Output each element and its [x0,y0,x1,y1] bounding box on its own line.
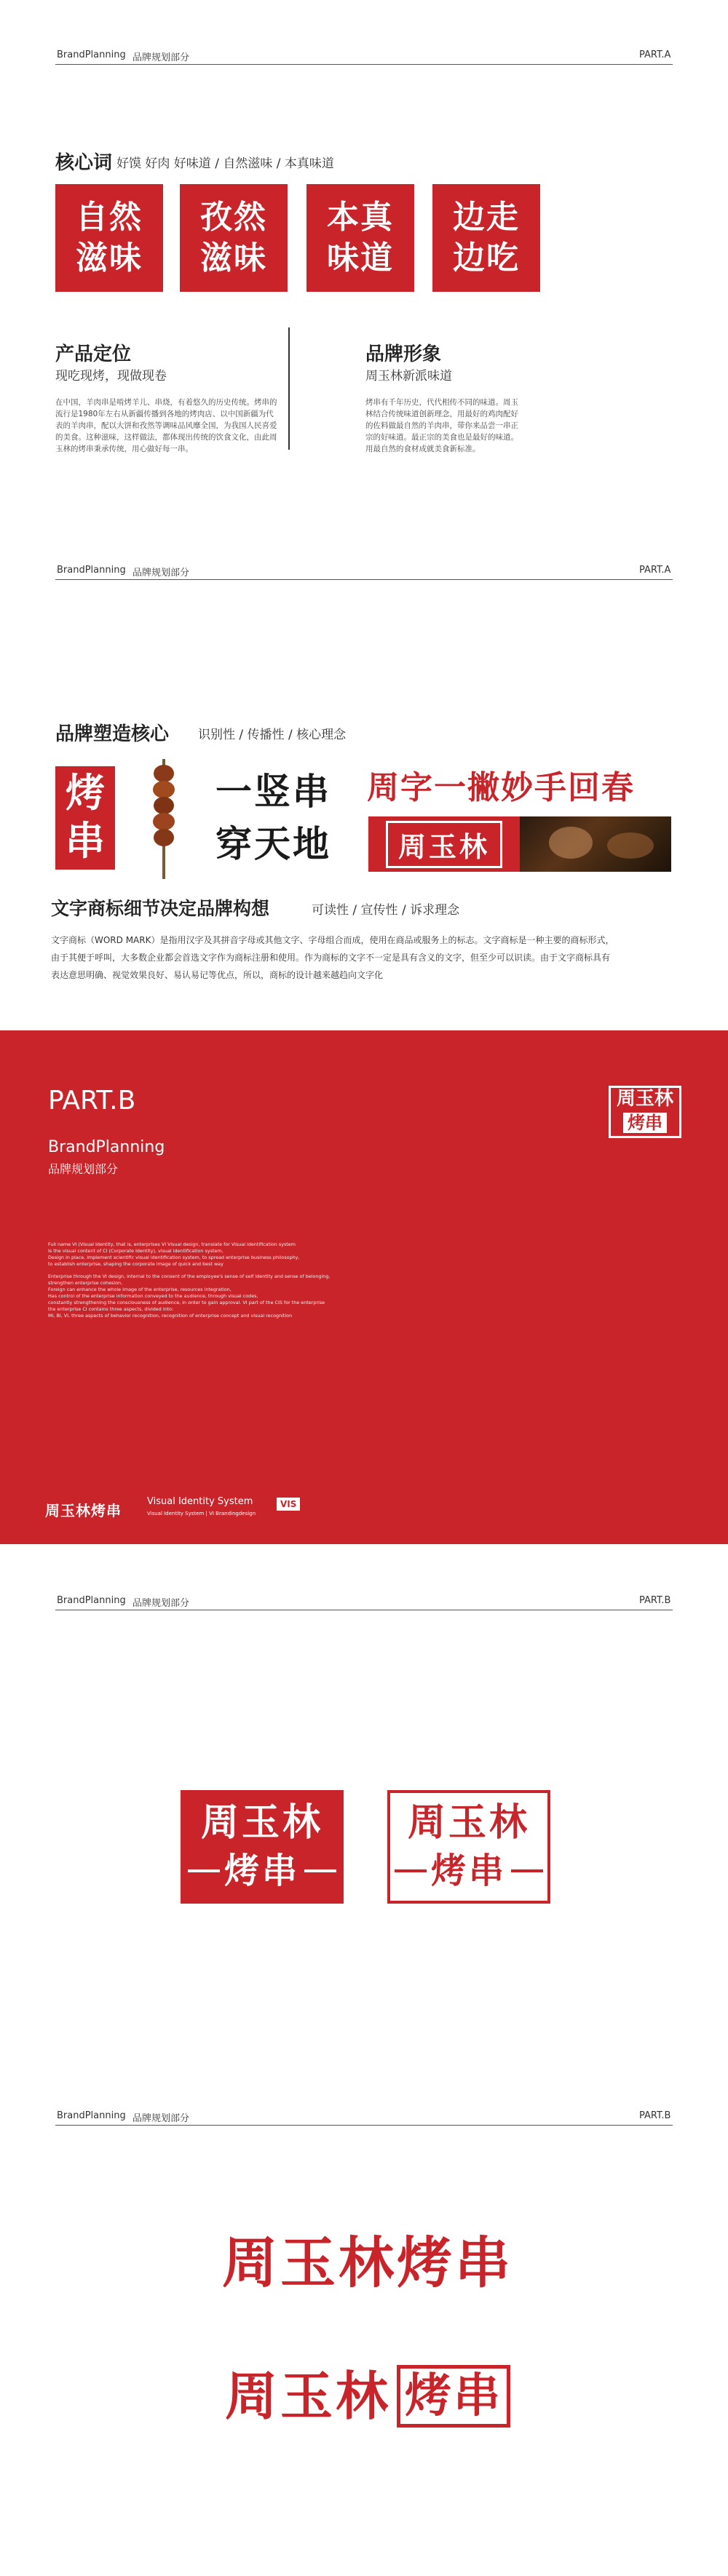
wordmark-wide: 周玉林烤串 [222,2230,513,2295]
positioning-body: 在中国，羊肉串是啃烤羊儿、串烧，有着悠久的历史传统。烤串的流行是1980年左右从新疆传播到各地的烤肉店、以中国新疆为代表的羊肉串，配以大饼和孜然等调味品风靡全国，为我国人民喜爱的美食。这种滋味，这样做法，都体现出传统的饮食文化，由此周玉林的烤串秉承传统，用心做好每一串。 [55,398,277,453]
kaochuan-char: 烤 [66,770,105,816]
header-brand: BrandPlanning [57,2110,126,2121]
logo-solid-line2: 烤串 [223,1850,300,1891]
partb-banner [0,1030,728,1544]
positioning-subtitle: 现吃现烤，现做现卷 [55,369,167,383]
partb-brand: BrandPlanning [48,1138,165,1156]
keyword-box [432,184,540,292]
vis-badge: VIS [277,1498,300,1511]
header-dept: 品牌规划部分 [132,2113,190,2124]
vis-subtitle: Visual Identity System | VI Brandingdesign [147,1511,256,1516]
header-part: PART.A [639,49,671,60]
partb-line: Enterprise through the VI design, internal to the consent of the employee's sense of self identity and sense of belonging, [48,1273,331,1279]
image-subtitle: 周玉林新派味道 [365,369,452,383]
header-rule [55,579,673,580]
header-rule [55,2125,673,2126]
vis-mark: 周玉林烤串 [45,1502,122,1519]
column-divider [288,327,290,450]
header-part: PART.A [639,565,671,576]
wordmark-wide-boxed [211,2365,524,2428]
partb-line: strengthen enterprise cohesion, [48,1280,123,1286]
header-brand: BrandPlanning [57,1595,126,1606]
keywords-title: 核心词 [55,152,113,174]
core-logo-text: 周玉林 [386,821,502,868]
wordmark-line: 由于其便于呼叫，大多数企业都会首选文字作为商标注册和使用。作为商标的文字不一定是具有含义的文字，但至少可以识读。由于文字商标具有 [51,953,611,963]
partb-line: constantly strengthening the consciousness of audience, in order to gain approval. VI part of the CIS for the enterprise [48,1300,325,1305]
skewer-image [138,759,189,879]
core-title: 品牌塑造核心 [55,723,170,745]
wordmark-subtitle: 可读性 / 宣传性 / 诉求理念 [312,903,460,918]
logo-outline [387,1790,550,1904]
keyword-line: 自然 [76,199,143,236]
partb-line: Design in place, implement scientific visual identification system, to spread enterprise business philosophy, [48,1255,300,1260]
slogan-line2: 穿天地 [215,823,331,865]
partb-line: to establish enterprise, shaping the corporate image of quick and best way [48,1261,223,1267]
image-body: 烤串有千年历史，代代相传不同的味道。周玉林结合传统味道创新理念，用最好的鸡肉配好的佐料做最自然的羊肉串，带你来品尝一串正宗的好味道。最正宗的美食也是最好的味道。用最自然的食材成就美食新标准。 [365,398,518,453]
partb-line: MI, BI, VI, three aspects of behavior recognition, recognition of enterprise concept and visual recognition [48,1313,293,1319]
red-slogan: 周字一撇妙手回春 [367,769,635,806]
slogan-line1: 一竖串 [215,771,331,813]
partb-line: Is the visual content of CI (Corporate Identity), visual identification system, [48,1248,223,1254]
header-dept: 品牌规划部分 [132,568,190,579]
header-part: PART.B [639,1595,671,1606]
keyword-box [180,184,288,292]
partb-dept: 品牌规划部分 [48,1162,119,1176]
partb-line: the enterprise CI contains three aspects, divided into: [48,1306,174,1312]
wordmark-body [51,931,684,984]
partb-logo-line1: 周玉林 [616,1088,673,1110]
keyword-line: 滋味 [76,239,143,277]
keyword-line: 边走 [453,199,520,236]
header-part: PART.B [639,2110,671,2121]
partb-logo-line2: 烤串 [623,1113,667,1133]
partb-line: Has control of the enterprise information conveyed to the audience, through visual codes, [48,1293,258,1299]
keyword-box [306,184,414,292]
keyword-line: 边吃 [453,239,520,277]
core-logo [368,816,520,872]
kaochuan-char: 串 [66,818,105,864]
partb-logo [609,1086,681,1138]
header-dept: 品牌规划部分 [132,1598,190,1609]
keyword-line: 本真 [327,199,394,236]
image-title: 品牌形象 [365,343,442,365]
positioning-title: 产品定位 [55,343,132,365]
keyword-line: 味道 [327,239,394,277]
header-dept: 品牌规划部分 [132,52,190,63]
keyword-line: 滋味 [200,239,267,277]
logo-rule [304,1869,336,1872]
wordmark-title: 文字商标细节决定品牌构想 [51,898,270,919]
partb-line: Foreign can enhance the whole image of the enterprise, resources integration, [48,1287,232,1292]
core-subtitle: 识别性 / 传播性 / 核心理念 [198,728,347,742]
logo-outline-line1: 周玉林 [407,1801,530,1845]
logo-solid-line1: 周玉林 [200,1801,323,1845]
header-rule [55,64,673,65]
logo-rule [511,1869,543,1872]
logo-solid [181,1790,344,1904]
wordmark-wide-part-b: 烤串 [397,2365,510,2428]
partb-title: PART.B [48,1086,136,1116]
header-brand: BrandPlanning [57,565,126,576]
logo-rule [188,1869,220,1872]
logo-outline-line2: 烤串 [430,1850,507,1891]
partb-paragraph [48,1241,368,1319]
cooking-photo [520,816,671,872]
vis-title: Visual Identity System [147,1496,253,1507]
keyword-line: 孜然 [200,199,267,236]
kaochuan-block [55,766,115,870]
wordmark-line: 表达意思明确、视觉效果良好、易认易记等优点，所以，商标的设计越来越趋向文字化 [51,970,384,980]
wordmark-line: 文字商标（WORD MARK）是指用汉字及其拼音字母或其他文字、字母组合而成，使用在商品或服务上的标志。文字商标是一种主要的商标形式， [51,935,614,945]
header-brand: BrandPlanning [57,49,126,60]
keyword-box [55,184,163,292]
logo-rule [395,1869,427,1872]
keywords-subtitle: 好馍 好肉 好味道 / 自然滋味 / 本真味道 [116,156,334,171]
partb-line: Full name VI (Visual Identity, that is, enterprises VI Visual design, translate for Visual identification system [48,1241,296,1247]
wordmark-wide-part-a: 周玉林 [224,2366,391,2427]
